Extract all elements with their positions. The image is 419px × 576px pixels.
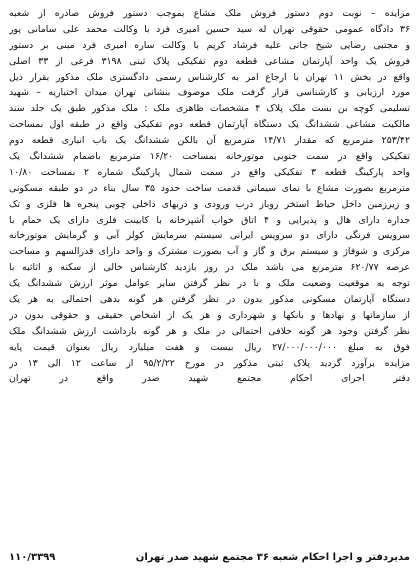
notice-line: مورد ارزیابی و کارشناسی قرار گرفت ملک موصوف بنشانی تهران میدان اختیاریه – شهید — [9, 87, 410, 99]
notice-line — [9, 419, 410, 435]
notice-line: عرصه ۶۲۰/۷۷ مترمربع می باشد ملک در روز بازدید کارشناس خالی از سکنه و اثاثیه با — [9, 262, 410, 274]
notice-line: نظر گرفتن وجود هر گونه خلافی احتمالی در ملک و هر گونه بازداشت ارزش ششدانگ ملک — [9, 325, 410, 337]
notice-line — [9, 435, 410, 451]
notice-body — [9, 6, 410, 536]
notice-line: جداره دارای هال و پذیرایی و ۴ اتاق خواب آشپزخانه با کابینت فلزی دارای یک حمام با — [9, 214, 410, 226]
notice-line: ۳۶ دادگاه عمومی حقوقی تهران له سید حسین امیری فرد با وکالت محمد علی سامانی پور — [9, 23, 410, 35]
reference-number: ۱۱۰/۳۳۹۹ — [9, 551, 56, 563]
notice-line — [9, 467, 410, 483]
notice-line: مزایده برآورد گردید پلاک ثبتی مذکور در مورخ ۹۵/۲/۲۲ از ساعت ۱۲ الی ۱۳ در — [9, 357, 410, 369]
notice-line: واحد پارکینگ قطعه ۳ تفکیکی واقع در سمت شمال پارکینگ شماره ۲ بمساحت ۱۰/۸۰ — [9, 166, 410, 178]
notice-line: توجه به موقعیت وضعیت ملک و با در نظر گرفتن سایر عوامل موثر ارزش ششدانگ یک — [9, 278, 410, 290]
notice-line: مترمربع بصورت مشاع با نمای سیمانی قدمت ساخت حدود ۳۵ سال بناء در دو طبقه مسکونی — [9, 182, 410, 194]
notice-line: مالکیت مشاعی ششدانگ یک دستگاه آپارتمان قطعه دوم تفکیکی واقع در طبقه اول بمساحت — [9, 119, 410, 131]
notice-line: سرویس فرنگی دارای دو سرویس ایرانی سیستم سرمایش کولر آبی و گرمایش موتورخانه — [9, 230, 410, 242]
notice-line: و زیرزمین داخل حیاط استخر روباز درب ورودی و دربهای داخلی چوبی پنجره ها فلزی و تک — [9, 198, 410, 210]
notice-line: دستگاه آپارتمان مسکونی مذکور بدون در نظر گرفتن هر گونه بدهی احتمالی به هر یک — [9, 294, 410, 306]
notice-line — [9, 483, 410, 499]
notice-footer — [9, 548, 410, 566]
notice-line: فوق به مبلغ ۲۷/۰۰۰/۰۰۰/۰۰۰ ریال بیست و هفت میلیارد ریال بعنوان قیمت پایه — [9, 341, 410, 353]
auction-notice — [6, 4, 413, 570]
notice-line: و مجتبی رضایی شیخ جانی علیه فرشاد کریم با وکالت ساره امیری فرد مبنی بر دستور — [9, 39, 410, 51]
notice-line: دفتر اجرای احکام مجتمع شهید صدر واقع در تهران — [9, 373, 410, 385]
notice-line: مرکزی و شوفاژ و سیستم برق و گاز و آب بصورت مشترک و واحد دارای قدرالسهم و مساحت — [9, 246, 410, 258]
notice-line: واقع در بخش ۱۱ تهران با ارجاع امر به کارشناس رسمی دادگستری ملک مذکور بقرار ذیل — [9, 71, 410, 83]
notice-line: فروش یک واحد آپارتمان مشاعی قطعه دوم تفکیکی پلاک ثبتی ۳۱۹۸ فرعی از ۳۳ اصلی — [9, 55, 410, 67]
notice-line — [9, 387, 410, 403]
signature-line: مدیردفتر و اجرا احکام شعبه ۳۶ مجتمع شهید صدر تهران — [135, 551, 410, 563]
notice-line — [9, 515, 410, 531]
notice-line: از سازمانها و نهادها و بانکها و شهرداری و هر یک از اشخاص حقیقی و حقوقی بدون در — [9, 309, 410, 321]
notice-line: تسلیمی کوچه بن بست ملک پلاک ۴ مشخصات ظاهری ملک : ملک مذکور طبق یک جلد سند — [9, 103, 410, 115]
notice-line: ۲۵۳/۴۲ مترمربع که مقدار ۱۴/۷۱ مترمربع آن بالکن ششدانگ یک باب انباری قطعه دوم — [9, 135, 410, 147]
notice-line — [9, 499, 410, 515]
notice-line — [9, 451, 410, 467]
notice-line: مزایده – نوبت دوم دستور فروش ملک مشاع بموجب دستور فروش صادره از شعبه — [9, 8, 410, 19]
notice-line: تفکیکی واقع در سمت جنوبی موتورخانه بمساحت ۱۶/۲۰ مترمربع باضمام ششدانگ یک — [9, 151, 410, 163]
notice-line — [9, 403, 410, 419]
